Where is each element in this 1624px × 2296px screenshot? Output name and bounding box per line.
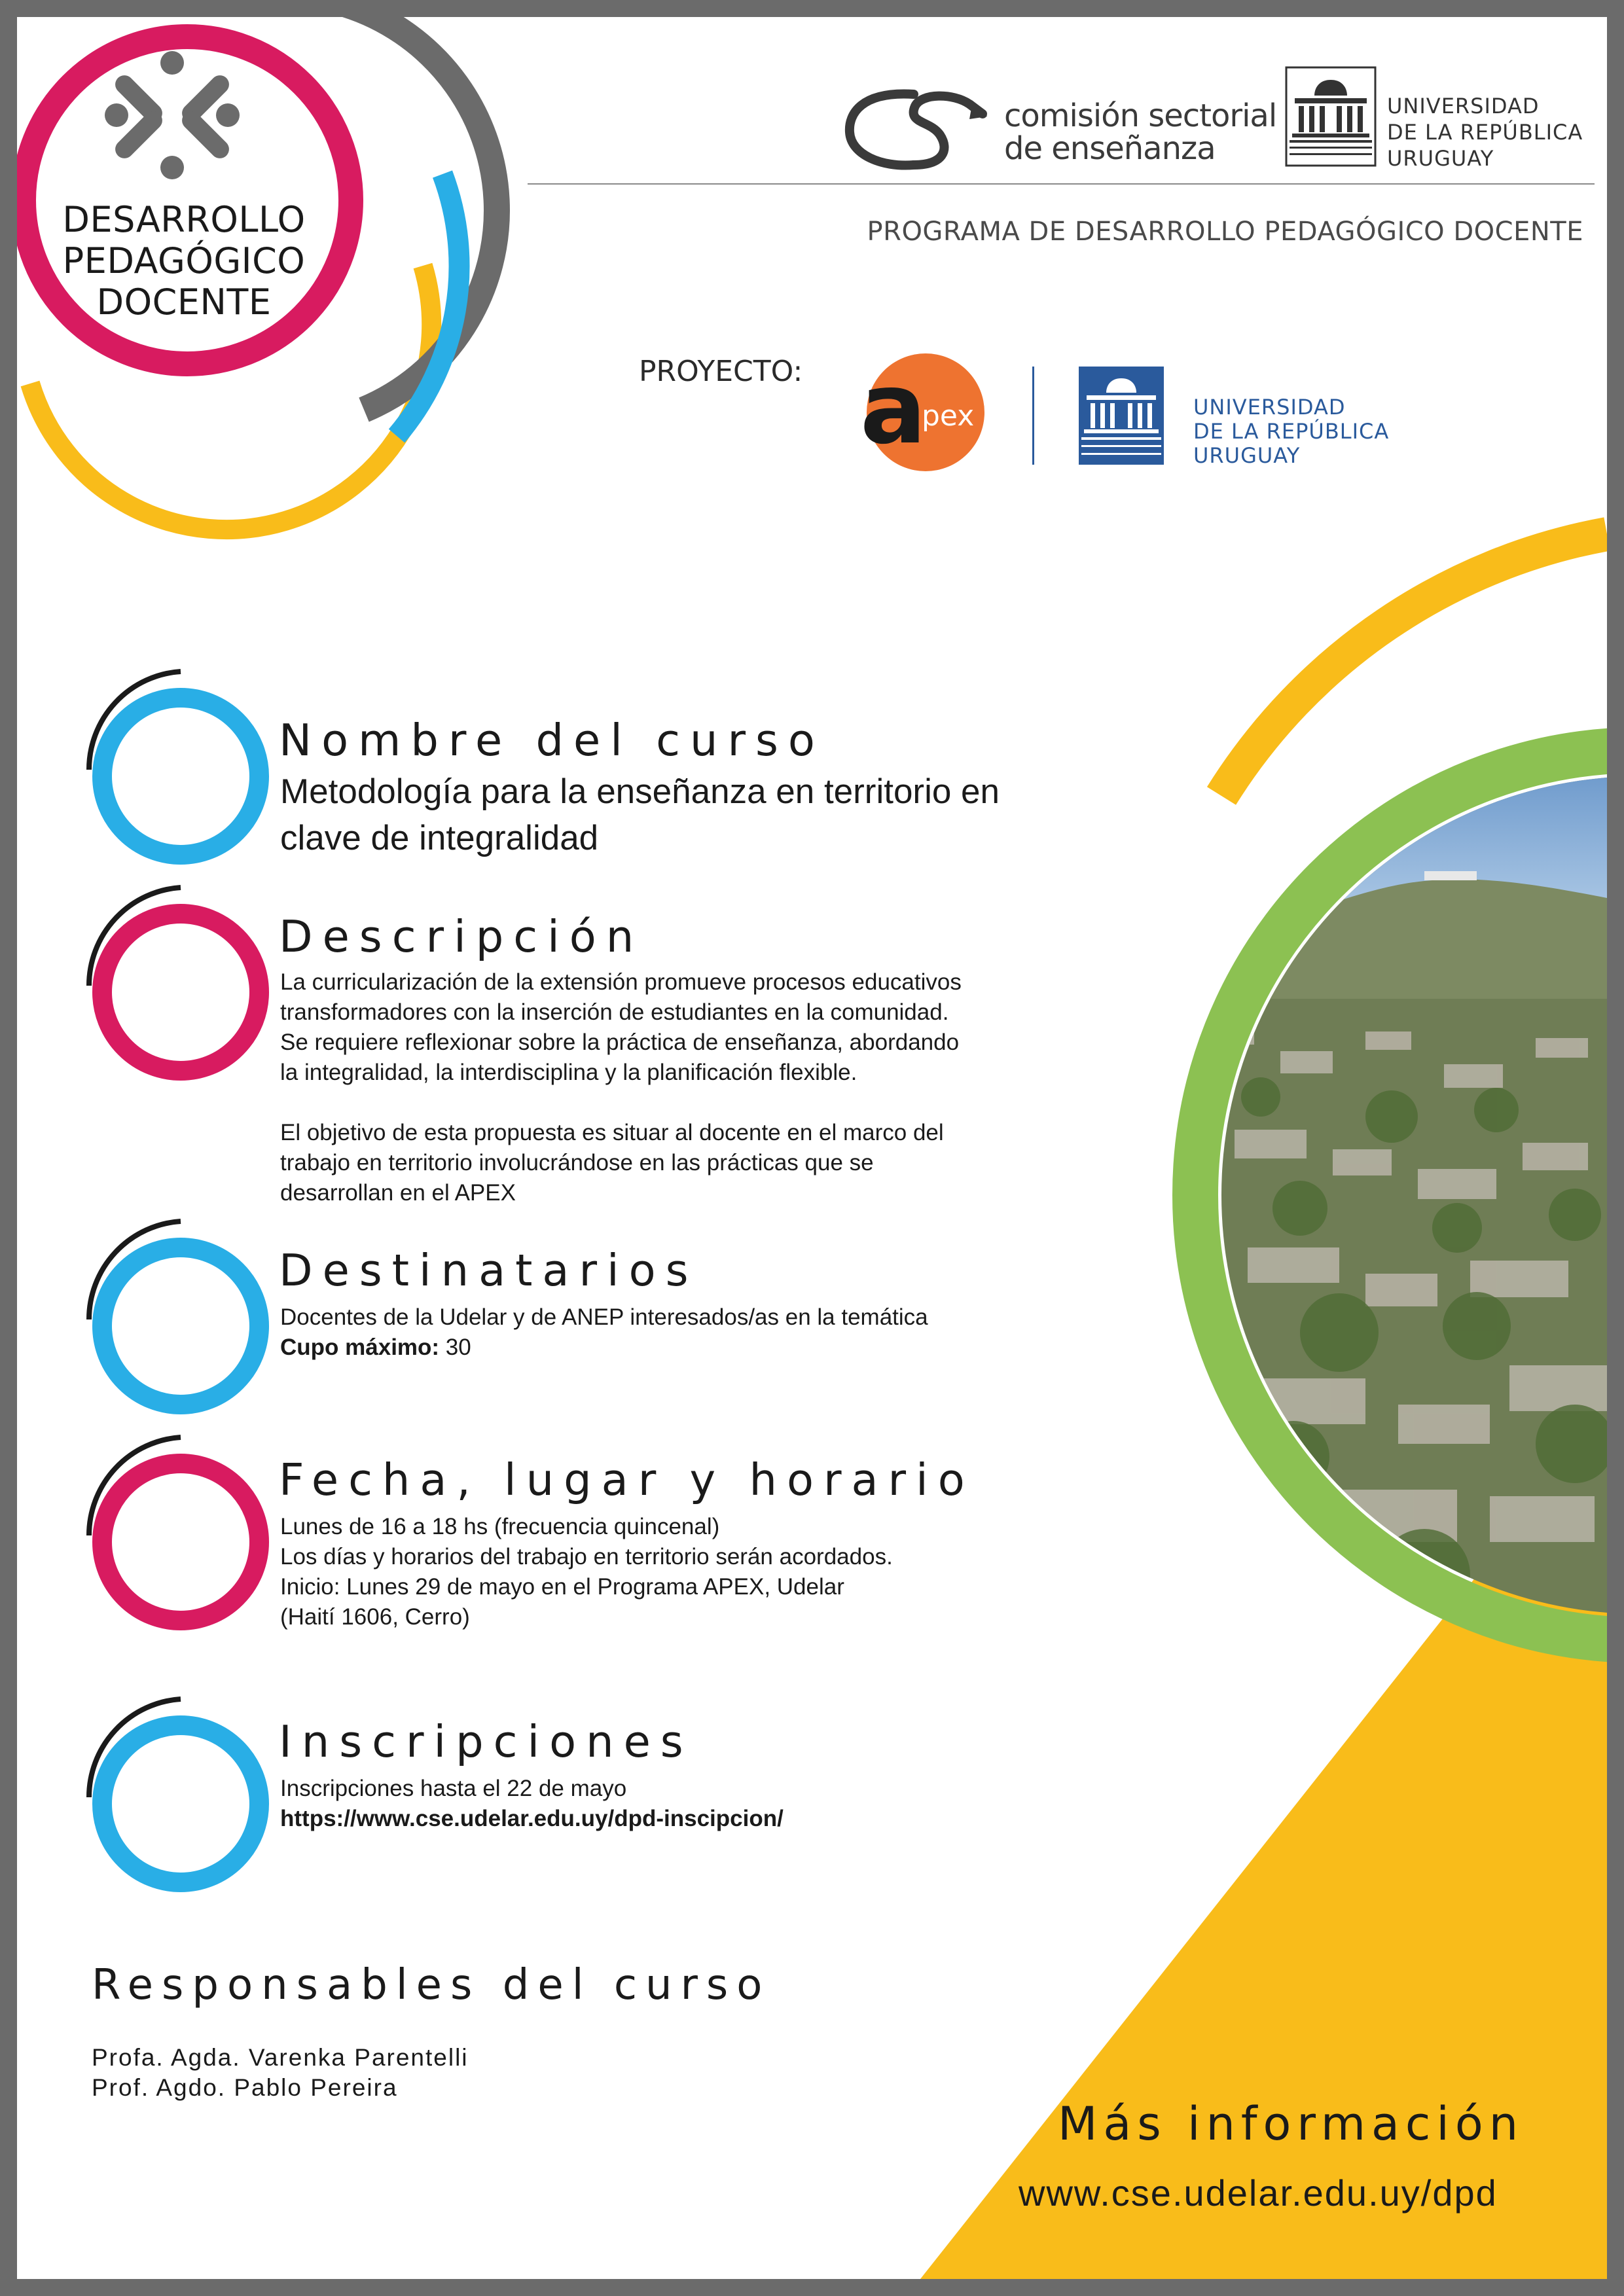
section-title-fecha: Fecha, lugar y horario: [279, 1454, 975, 1505]
section-ring-icon: [69, 1693, 285, 1902]
responsable-item: Profa. Agda. Varenka Parentelli: [92, 2044, 469, 2071]
section-ring-icon: [69, 1431, 285, 1640]
description-line: la integralidad, la interdisciplina y la planificación flexible.: [280, 1060, 857, 1085]
fecha-line: Lunes de 16 a 18 hs (frecuencia quincenal): [280, 1514, 720, 1539]
section-body-nombre: [280, 768, 1000, 861]
inscripciones-link[interactable]: https://www.cse.udelar.edu.uy/dpd-inscipcion/: [280, 1806, 784, 1831]
responsable-item: Prof. Agdo. Pablo Pereira: [92, 2074, 398, 2101]
description-line: transformadores con la inserción de estudiantes en la comunidad.: [280, 999, 949, 1025]
udelar-line: UNIVERSIDAD: [1193, 395, 1346, 420]
neighborhood-photo: [1195, 737, 1607, 1653]
apex-logo-letter: a: [860, 352, 927, 466]
section-body-inscripciones: [280, 1774, 784, 1834]
apex-logo-word: pex: [922, 399, 975, 433]
responsables-title: Responsables del curso: [92, 1961, 771, 2009]
poster: [17, 17, 1607, 2279]
section-title-inscripciones: Inscripciones: [279, 1716, 693, 1767]
section-title-destinatarios: Destinatarios: [279, 1245, 698, 1296]
section-body-fecha: [280, 1512, 893, 1632]
udelar-line: DE LA REPÚBLICA: [1387, 120, 1583, 145]
mas-info-link[interactable]: www.cse.udelar.edu.uy/dpd: [1019, 2172, 1498, 2214]
dpd-logo-line: PEDAGÓGICO: [62, 240, 306, 281]
cupo-line: [280, 1333, 928, 1363]
section-title-descripcion: Descripción: [279, 911, 644, 962]
proyecto-label: PROYECTO:: [639, 355, 803, 388]
section-body-destinatarios: [280, 1302, 928, 1363]
description-line: La curricularización de la extensión promueve procesos educativos: [280, 969, 962, 995]
description-line: El objetivo de esta propuesta es situar al docente en el marco del: [280, 1120, 944, 1145]
dpd-logo-line: DOCENTE: [96, 281, 272, 323]
programa-title: PROGRAMA DE DESARROLLO PEDAGÓGICO DOCENTE: [867, 217, 1583, 247]
course-name-line: clave de integralidad: [280, 819, 599, 857]
fecha-line: (Haití 1606, Cerro): [280, 1604, 470, 1630]
udelar-line: UNIVERSIDAD: [1387, 94, 1540, 118]
fecha-line: Inicio: Lunes 29 de mayo en el Programa APEX, Udelar: [280, 1574, 844, 1600]
section-body-descripcion: [280, 967, 962, 1208]
destinatarios-line: Docentes de la Udelar y de ANEP interesados/as en la temática: [280, 1304, 928, 1330]
description-line: desarrollan en el APEX: [280, 1180, 516, 1206]
udelar-line: DE LA REPÚBLICA: [1193, 419, 1390, 444]
cse-line: comisión sectorial: [1004, 98, 1277, 134]
description-line: Se requiere reflexionar sobre la práctica de enseñanza, abordando: [280, 1030, 960, 1055]
dpd-logo-line: DESARROLLO: [62, 199, 306, 240]
cupo-value: 30: [439, 1335, 471, 1360]
udelar-line: URUGUAY: [1193, 443, 1301, 468]
fecha-line: Los días y horarios del trabajo en territorio serán acordados.: [280, 1544, 893, 1570]
udelar-line: URUGUAY: [1387, 146, 1494, 171]
inscripciones-line: Inscripciones hasta el 22 de mayo: [280, 1776, 627, 1801]
description-line: trabajo en territorio involucrándose en las prácticas que se: [280, 1150, 874, 1175]
responsables-list: [92, 2043, 469, 2103]
section-title-nombre: Nombre del curso: [279, 715, 825, 766]
cupo-label: Cupo máximo:: [280, 1335, 440, 1360]
mas-info-title: Más información: [1058, 2097, 1525, 2151]
section-ring-icon: [69, 1215, 285, 1424]
course-name-line: Metodología para la enseñanza en territorio en: [280, 772, 1000, 811]
section-ring-icon: [69, 881, 285, 1090]
section-ring-icon: [69, 665, 285, 874]
cse-line: de enseñanza: [1004, 130, 1216, 167]
